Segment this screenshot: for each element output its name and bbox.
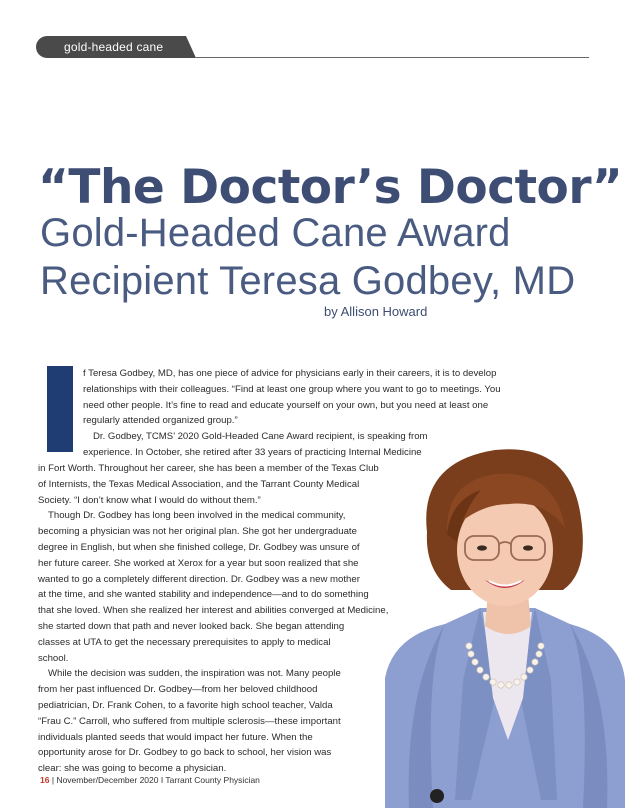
article-line: she started down that path and never looked back. She began attending [38, 620, 345, 632]
drop-cap-bar [47, 366, 73, 452]
article-line: While the decision was sudden, the inspiration was not. Many people [48, 668, 341, 680]
article-line: wanted to go a completely different direction. Dr. Godbey was a new mother [38, 573, 360, 585]
page-number: 16 [40, 775, 50, 785]
article-title: “The Doctor’s Doctor” [38, 160, 623, 215]
article-line: from her past influenced Dr. Godbey—from her beloved childhood [38, 684, 318, 696]
article-line: Though Dr. Godbey has long been involved in the medical community, [48, 510, 346, 522]
article-line: of Internists, the Texas Medical Association, and the Tarrant County Medical [38, 478, 360, 490]
header-rule [196, 57, 589, 58]
article-line: at the time, and she wanted stability and independence—and to do something [38, 589, 369, 601]
article-line: need other people. It’s fine to read and educate yourself on your own, but you need at least one [83, 399, 489, 411]
article-line: Dr. Godbey, TCMS’ 2020 Gold-Headed Cane Award recipient, is speaking from [93, 431, 428, 443]
article-line: pediatrician, Dr. Frank Cohen, to a favorite high school teacher, Valda [38, 699, 333, 711]
article-line: her future career. She worked at Xerox for a year but soon realized that she [38, 557, 359, 569]
article-subtitle-line1: Gold-Headed Cane Award [40, 211, 511, 255]
portrait-illustration [385, 440, 625, 808]
article-line: Society. “I don’t know what I would do without them.” [38, 494, 261, 506]
article-line: relationships with their colleagues. “Find at least one group where you want to go to meetings. You [83, 383, 501, 395]
article-line: classes at UTA to get the necessary prerequisites to apply to medical [38, 636, 331, 648]
article-line: opportunity arose for Dr. Godbey to go back to school, her vision was [38, 747, 332, 759]
article-line: individuals planted seeds that would impact her future. When the [38, 731, 313, 743]
article-line: in Fort Worth. Throughout her career, she has been a member of the Texas Club [38, 463, 379, 474]
article-subtitle-line2: Recipient Teresa Godbey, MD [40, 259, 576, 303]
article-line: “Frau C.” Carroll, who suffered from multiple sclerosis—these important [38, 715, 341, 727]
byline: by Allison Howard [324, 304, 428, 319]
article-line: clear: she was going to become a physician. [38, 763, 227, 775]
article-line: that she loved. When she realized her interest and abilities converged at Medicine, [38, 605, 389, 617]
article-line: becoming a physician was not her original plan. She got her undergraduate [38, 526, 357, 538]
footer-separator: | [51, 775, 55, 785]
portrait-photo [385, 440, 625, 808]
article-line: degree in English, but when she finished college, Dr. Godbey was unsure of [38, 541, 360, 553]
article-line: experience. In October, she retired after 33 years of practicing Internal Medicine [83, 446, 422, 458]
article-line: school. [38, 652, 69, 664]
publication-name: November/December 2020 I Tarrant County Physician [56, 775, 260, 785]
article-body [38, 461, 388, 777]
article-line: regularly attended organized group.” [83, 415, 238, 427]
section-tab-label: gold-headed cane [64, 40, 164, 54]
page-footer [40, 775, 260, 785]
article-line: f Teresa Godbey, MD, has one piece of advice for physicians early in their careers, it is to develop [83, 368, 497, 379]
